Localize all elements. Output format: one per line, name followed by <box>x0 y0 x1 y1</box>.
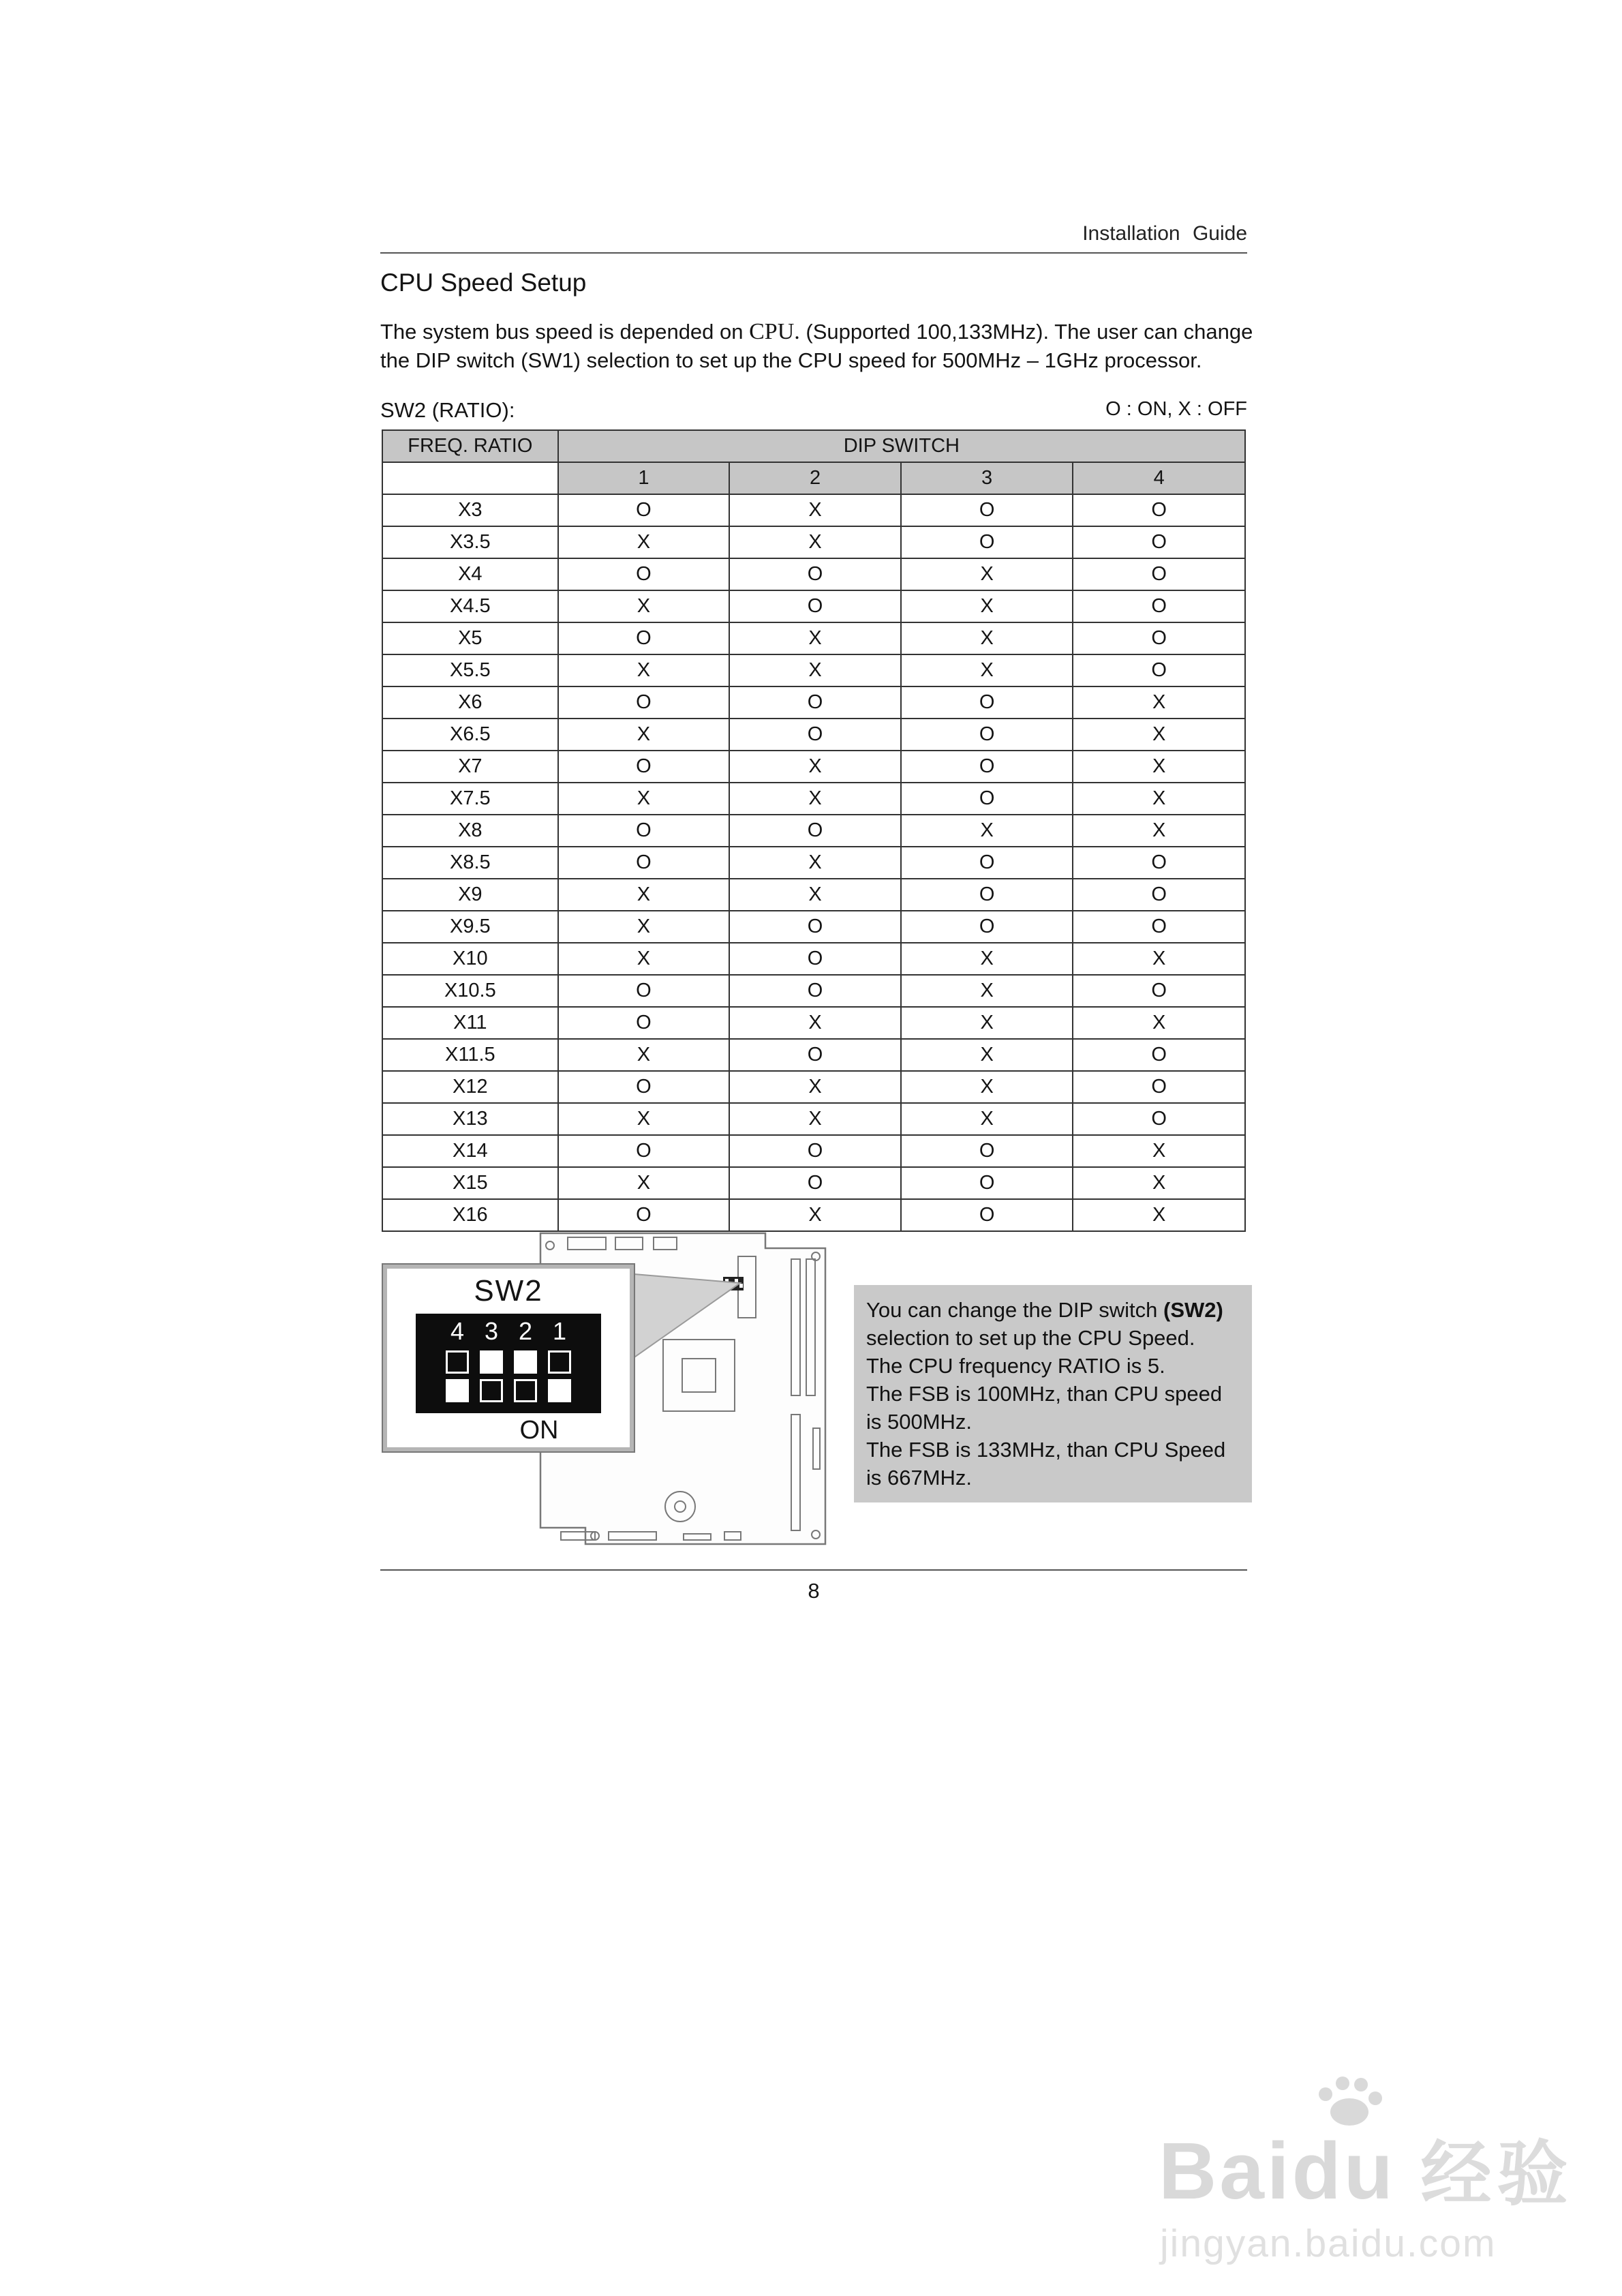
table-row <box>382 751 1245 783</box>
switch-value-cell: O <box>558 622 730 654</box>
switch-value-cell: X <box>901 1007 1073 1039</box>
freq-ratio-cell: X6 <box>382 686 558 719</box>
switch-value-cell: X <box>1073 783 1245 815</box>
table-row <box>382 1167 1245 1199</box>
note-line1-bold: (SW2) <box>1163 1298 1223 1322</box>
freq-ratio-cell: X14 <box>382 1135 558 1167</box>
switch-value-cell: X <box>901 622 1073 654</box>
intro-cpu-word: CPU. <box>749 319 800 344</box>
switch-value-cell: O <box>558 847 730 879</box>
switch-value-cell: X <box>729 1199 901 1231</box>
switch-1-header: 1 <box>558 462 730 494</box>
switch-value-cell: O <box>1073 622 1245 654</box>
switch-value-cell: O <box>729 1039 901 1071</box>
switch-value-cell: X <box>558 879 730 911</box>
switch-2-header: 2 <box>729 462 901 494</box>
switch-value-cell: X <box>729 1007 901 1039</box>
intro-text-post: (Supported 100,133MHz). The user can change <box>799 320 1253 344</box>
switch-value-cell: O <box>901 526 1073 558</box>
sw2-figure <box>380 1224 1256 1568</box>
freq-ratio-cell: X4 <box>382 558 558 590</box>
sw2-ratio-line <box>380 398 1247 423</box>
switch-value-cell: O <box>901 686 1073 719</box>
switch-value-cell: O <box>1073 590 1245 622</box>
switch-value-cell: X <box>558 1039 730 1071</box>
table-row <box>382 654 1245 686</box>
switch-value-cell: O <box>558 558 730 590</box>
switch-value-cell: O <box>558 751 730 783</box>
switch-value-cell: O <box>1073 879 1245 911</box>
switch-value-cell: X <box>558 526 730 558</box>
table-subheader-row <box>382 462 1245 494</box>
table-row <box>382 1039 1245 1071</box>
switch-value-cell: O <box>729 975 901 1007</box>
freq-ratio-cell: X10.5 <box>382 975 558 1007</box>
dip-slider-on-position <box>548 1379 571 1402</box>
note-line <box>866 1296 1240 1324</box>
freq-ratio-cell: X11.5 <box>382 1039 558 1071</box>
switch-value-cell: X <box>901 558 1073 590</box>
freq-ratio-header: FREQ. RATIO <box>382 430 558 462</box>
table-row <box>382 815 1245 847</box>
switch-value-cell: O <box>558 686 730 719</box>
dip-slider-on-position <box>446 1379 469 1402</box>
switch-value-cell: O <box>1073 847 1245 879</box>
on-off-legend: O : ON, X : OFF <box>1105 398 1247 420</box>
switch-value-cell: X <box>729 654 901 686</box>
switch-value-cell: O <box>1073 494 1245 526</box>
switch-value-cell: X <box>1073 686 1245 719</box>
dip-slider-on-position <box>514 1379 537 1402</box>
watermark-url: jingyan.baidu.com <box>1160 2222 1497 2265</box>
switch-value-cell: X <box>1073 719 1245 751</box>
callout-pointer <box>624 1261 744 1367</box>
intro-paragraph <box>380 318 1256 375</box>
dip-slider-off-position <box>514 1350 537 1374</box>
note-box <box>854 1285 1252 1502</box>
switch-value-cell: X <box>1073 1135 1245 1167</box>
switch-value-cell: X <box>729 622 901 654</box>
switch-value-cell: O <box>1073 558 1245 590</box>
freq-ratio-cell: X9 <box>382 879 558 911</box>
blank-header-cell <box>382 462 558 494</box>
table-row <box>382 719 1245 751</box>
table-row <box>382 1103 1245 1135</box>
switch-value-cell: O <box>558 494 730 526</box>
note-line: is 667MHz. <box>866 1466 973 1490</box>
switch-value-cell: X <box>901 654 1073 686</box>
switch-value-cell: O <box>558 815 730 847</box>
table-row <box>382 1007 1245 1039</box>
switch-4-header: 4 <box>1073 462 1245 494</box>
freq-ratio-cell: X5 <box>382 622 558 654</box>
dip-switch-3 <box>480 1318 503 1402</box>
table-row <box>382 943 1245 975</box>
switch-value-cell: O <box>901 911 1073 943</box>
dip-switch-number: 1 <box>552 1317 567 1345</box>
freq-ratio-cell: X7.5 <box>382 783 558 815</box>
switch-value-cell: O <box>729 815 901 847</box>
running-header: Installation Guide <box>1082 222 1247 245</box>
switch-value-cell: O <box>558 1071 730 1103</box>
dip-switch-1 <box>548 1318 571 1402</box>
baidu-watermark <box>1159 2079 1622 2284</box>
switch-value-cell: O <box>558 1199 730 1231</box>
freq-ratio-cell: X7 <box>382 751 558 783</box>
switch-value-cell: O <box>901 1199 1073 1231</box>
on-direction-label: ON <box>519 1416 559 1445</box>
dip-switch-2 <box>514 1318 537 1402</box>
switch-value-cell: X <box>901 590 1073 622</box>
switch-value-cell: X <box>901 1039 1073 1071</box>
switch-value-cell: O <box>901 1167 1073 1199</box>
freq-ratio-cell: X4.5 <box>382 590 558 622</box>
intro-text-line2: the DIP switch (SW1) selection to set up the CPU speed for 500MHz – 1GHz processor. <box>380 348 1202 372</box>
switch-value-cell: O <box>901 494 1073 526</box>
note-line: is 500MHz. <box>866 1410 973 1434</box>
switch-3-header: 3 <box>901 462 1073 494</box>
freq-ratio-cell: X8.5 <box>382 847 558 879</box>
switch-value-cell: O <box>729 1167 901 1199</box>
dip-switch-block <box>416 1314 601 1413</box>
watermark-brand-en: Baidu <box>1159 2126 1396 2216</box>
switch-value-cell: O <box>1073 526 1245 558</box>
switch-value-cell: O <box>1073 1103 1245 1135</box>
table-header-row <box>382 430 1245 462</box>
dip-switch-4 <box>446 1318 469 1402</box>
note-line: The FSB is 100MHz, than CPU speed <box>866 1382 1223 1406</box>
switch-value-cell: X <box>1073 1199 1245 1231</box>
switch-value-cell: X <box>558 1167 730 1199</box>
dip-switch-number: 3 <box>484 1317 499 1345</box>
switch-value-cell: O <box>1073 911 1245 943</box>
dip-slider-off-position <box>446 1350 469 1374</box>
switch-value-cell: X <box>901 975 1073 1007</box>
switch-value-cell: O <box>1073 1039 1245 1071</box>
freq-ratio-cell: X12 <box>382 1071 558 1103</box>
table-row <box>382 911 1245 943</box>
switch-value-cell: O <box>901 751 1073 783</box>
dip-slider-off-position <box>548 1350 571 1374</box>
switch-value-cell: X <box>558 590 730 622</box>
dip-switch-table <box>382 429 1246 1232</box>
table-row <box>382 783 1245 815</box>
switch-value-cell: O <box>729 590 901 622</box>
table-row <box>382 1071 1245 1103</box>
sw2-ratio-label: SW2 (RATIO): <box>380 398 515 422</box>
sw2-diagram-label: SW2 <box>474 1274 543 1308</box>
table-row <box>382 526 1245 558</box>
watermark-brand <box>1159 2117 1574 2219</box>
footer-rule <box>380 1569 1247 1571</box>
switch-value-cell: O <box>1073 1071 1245 1103</box>
switch-value-cell: O <box>558 975 730 1007</box>
dip-slider-on-position <box>480 1379 503 1402</box>
dip-switch-number: 4 <box>450 1317 465 1345</box>
switch-value-cell: X <box>729 1071 901 1103</box>
dip-switch-number: 2 <box>518 1317 533 1345</box>
header-rule <box>380 252 1247 254</box>
switch-value-cell: X <box>729 494 901 526</box>
switch-value-cell: X <box>901 815 1073 847</box>
table-row <box>382 847 1245 879</box>
switch-value-cell: O <box>729 1135 901 1167</box>
freq-ratio-cell: X5.5 <box>382 654 558 686</box>
table-row <box>382 975 1245 1007</box>
switch-value-cell: X <box>901 943 1073 975</box>
table-row <box>382 879 1245 911</box>
switch-value-cell: X <box>558 654 730 686</box>
switch-value-cell: O <box>901 783 1073 815</box>
table-row <box>382 494 1245 526</box>
switch-value-cell: X <box>729 847 901 879</box>
switch-value-cell: X <box>1073 751 1245 783</box>
switch-value-cell: O <box>1073 975 1245 1007</box>
watermark-brand-cn: 经验 <box>1420 2135 1574 2214</box>
switch-value-cell: O <box>729 911 901 943</box>
switch-value-cell: X <box>558 911 730 943</box>
switch-value-cell: O <box>558 1135 730 1167</box>
switch-value-cell: O <box>729 558 901 590</box>
table-row <box>382 1135 1245 1167</box>
freq-ratio-cell: X3.5 <box>382 526 558 558</box>
switch-value-cell: X <box>901 1103 1073 1135</box>
freq-ratio-cell: X16 <box>382 1199 558 1231</box>
dip-switch-header: DIP SWITCH <box>558 430 1245 462</box>
freq-ratio-cell: X11 <box>382 1007 558 1039</box>
freq-ratio-cell: X13 <box>382 1103 558 1135</box>
switch-value-cell: X <box>1073 1167 1245 1199</box>
page-title: CPU Speed Setup <box>380 269 587 297</box>
switch-value-cell: O <box>901 1135 1073 1167</box>
table-row <box>382 622 1245 654</box>
intro-text-pre: The system bus speed is depended on <box>380 320 750 344</box>
freq-ratio-cell: X9.5 <box>382 911 558 943</box>
switch-value-cell: O <box>729 686 901 719</box>
switch-value-cell: O <box>558 1007 730 1039</box>
table-row <box>382 590 1245 622</box>
switch-value-cell: X <box>901 1071 1073 1103</box>
switch-value-cell: O <box>901 719 1073 751</box>
note-line1-text: You can change the DIP switch <box>866 1298 1164 1322</box>
sw2-diagram-box <box>383 1265 634 1451</box>
switch-value-cell: X <box>1073 1007 1245 1039</box>
switch-value-cell: O <box>901 879 1073 911</box>
table-row <box>382 558 1245 590</box>
dip-table-body <box>382 494 1245 1231</box>
switch-value-cell: X <box>729 526 901 558</box>
switch-value-cell: X <box>729 751 901 783</box>
switch-value-cell: X <box>1073 943 1245 975</box>
freq-ratio-cell: X6.5 <box>382 719 558 751</box>
switch-value-cell: X <box>558 943 730 975</box>
switch-value-cell: X <box>729 879 901 911</box>
switch-value-cell: O <box>729 719 901 751</box>
switch-value-cell: O <box>1073 654 1245 686</box>
switch-value-cell: X <box>729 783 901 815</box>
switch-value-cell: X <box>558 1103 730 1135</box>
freq-ratio-cell: X8 <box>382 815 558 847</box>
note-line: The FSB is 133MHz, than CPU Speed <box>866 1438 1226 1462</box>
freq-ratio-cell: X15 <box>382 1167 558 1199</box>
switch-value-cell: O <box>901 847 1073 879</box>
note-line: The CPU frequency RATIO is 5. <box>866 1354 1165 1378</box>
dip-slider-off-position <box>480 1350 503 1374</box>
freq-ratio-cell: X10 <box>382 943 558 975</box>
page-number: 8 <box>808 1579 820 1603</box>
table-row <box>382 686 1245 719</box>
switch-value-cell: X <box>729 1103 901 1135</box>
switch-value-cell: X <box>1073 815 1245 847</box>
note-line: selection to set up the CPU Speed. <box>866 1326 1195 1350</box>
freq-ratio-cell: X3 <box>382 494 558 526</box>
switch-value-cell: X <box>558 783 730 815</box>
switch-value-cell: X <box>558 719 730 751</box>
switch-value-cell: O <box>729 943 901 975</box>
